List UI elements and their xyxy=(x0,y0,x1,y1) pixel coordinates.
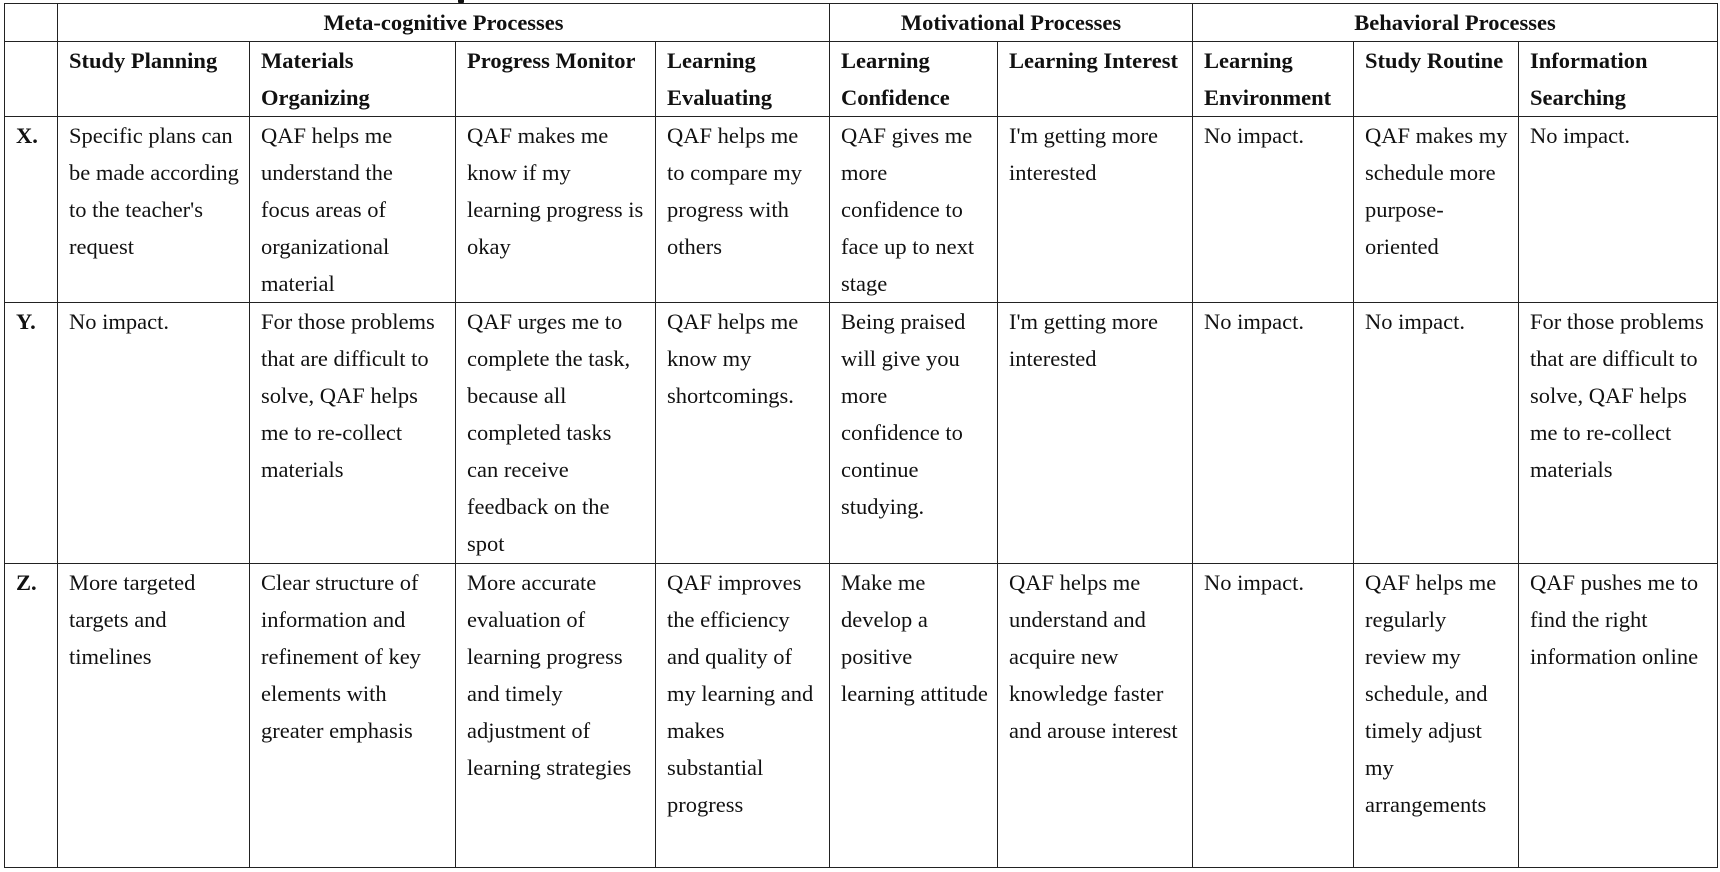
column-header: Study Routine xyxy=(1354,42,1519,117)
table-cell: QAF urges me to complete the task, because all completed tasks can receive feedback on the spot xyxy=(456,303,656,564)
column-header: Progress Monitor xyxy=(456,42,656,117)
table-cell: QAF helps me regularly review my schedule, and timely adjust my arrangements xyxy=(1354,564,1519,868)
qaf-impact-table xyxy=(4,3,1718,868)
group-header-metacognitive: Meta-cognitive Processes xyxy=(58,4,830,42)
table-cell: QAF helps me understand the focus areas of organizational material xyxy=(250,117,456,303)
row-label: Y. xyxy=(5,303,58,564)
column-header: Learning Confidence xyxy=(830,42,998,117)
column-header-row xyxy=(5,42,1718,117)
table-cell: QAF pushes me to find the right information online xyxy=(1519,564,1718,868)
table-cell: No impact. xyxy=(1354,303,1519,564)
corner-cell xyxy=(5,42,58,117)
row-label: X. xyxy=(5,117,58,303)
table-cell: QAF helps me to compare my progress with others xyxy=(656,117,830,303)
group-header-row xyxy=(5,4,1718,42)
column-header: Study Planning xyxy=(58,42,250,117)
table-cell: More targeted targets and timelines xyxy=(58,564,250,868)
table-row xyxy=(5,117,1718,303)
column-header: Learning Evaluating xyxy=(656,42,830,117)
table-cell: I'm getting more interested xyxy=(998,303,1193,564)
corner-cell xyxy=(5,4,58,42)
table-row xyxy=(5,303,1718,564)
table-cell: No impact. xyxy=(1193,564,1354,868)
table-cell: Specific plans can be made according to the teacher's request xyxy=(58,117,250,303)
column-header: Learning Interest xyxy=(998,42,1193,117)
table-cell: No impact. xyxy=(58,303,250,564)
table-cell: QAF helps me know my shortcomings. xyxy=(656,303,830,564)
table-cell: More accurate evaluation of learning progress and timely adjustment of learning strategies xyxy=(456,564,656,868)
table-cell: QAF makes me know if my learning progress is okay xyxy=(456,117,656,303)
table-cell: For those problems that are difficult to solve, QAF helps me to re-collect materials xyxy=(1519,303,1718,564)
column-header: Learning Environment xyxy=(1193,42,1354,117)
table-cell: Clear structure of information and refinement of key elements with greater emphasis xyxy=(250,564,456,868)
table-cell: Make me develop a positive learning attitude xyxy=(830,564,998,868)
row-label: Z. xyxy=(5,564,58,868)
table-cell: QAF improves the efficiency and quality of my learning and makes substantial progress xyxy=(656,564,830,868)
table-cell: I'm getting more interested xyxy=(998,117,1193,303)
table-cell: For those problems that are difficult to solve, QAF helps me to re-collect materials xyxy=(250,303,456,564)
table-cell: No impact. xyxy=(1193,303,1354,564)
group-header-behavioral: Behavioral Processes xyxy=(1193,4,1718,42)
table-cell: QAF makes my schedule more purpose-oriented xyxy=(1354,117,1519,303)
table-cell: No impact. xyxy=(1193,117,1354,303)
table-cell: QAF helps me understand and acquire new knowledge faster and arouse interest xyxy=(998,564,1193,868)
table-cell: QAF gives me more confidence to face up to next stage xyxy=(830,117,998,303)
column-header: Materials Organizing xyxy=(250,42,456,117)
table-cell: No impact. xyxy=(1519,117,1718,303)
column-header: Information Searching xyxy=(1519,42,1718,117)
table-row xyxy=(5,564,1718,868)
table-cell: Being praised will give you more confidence to continue studying. xyxy=(830,303,998,564)
group-header-motivational: Motivational Processes xyxy=(830,4,1193,42)
